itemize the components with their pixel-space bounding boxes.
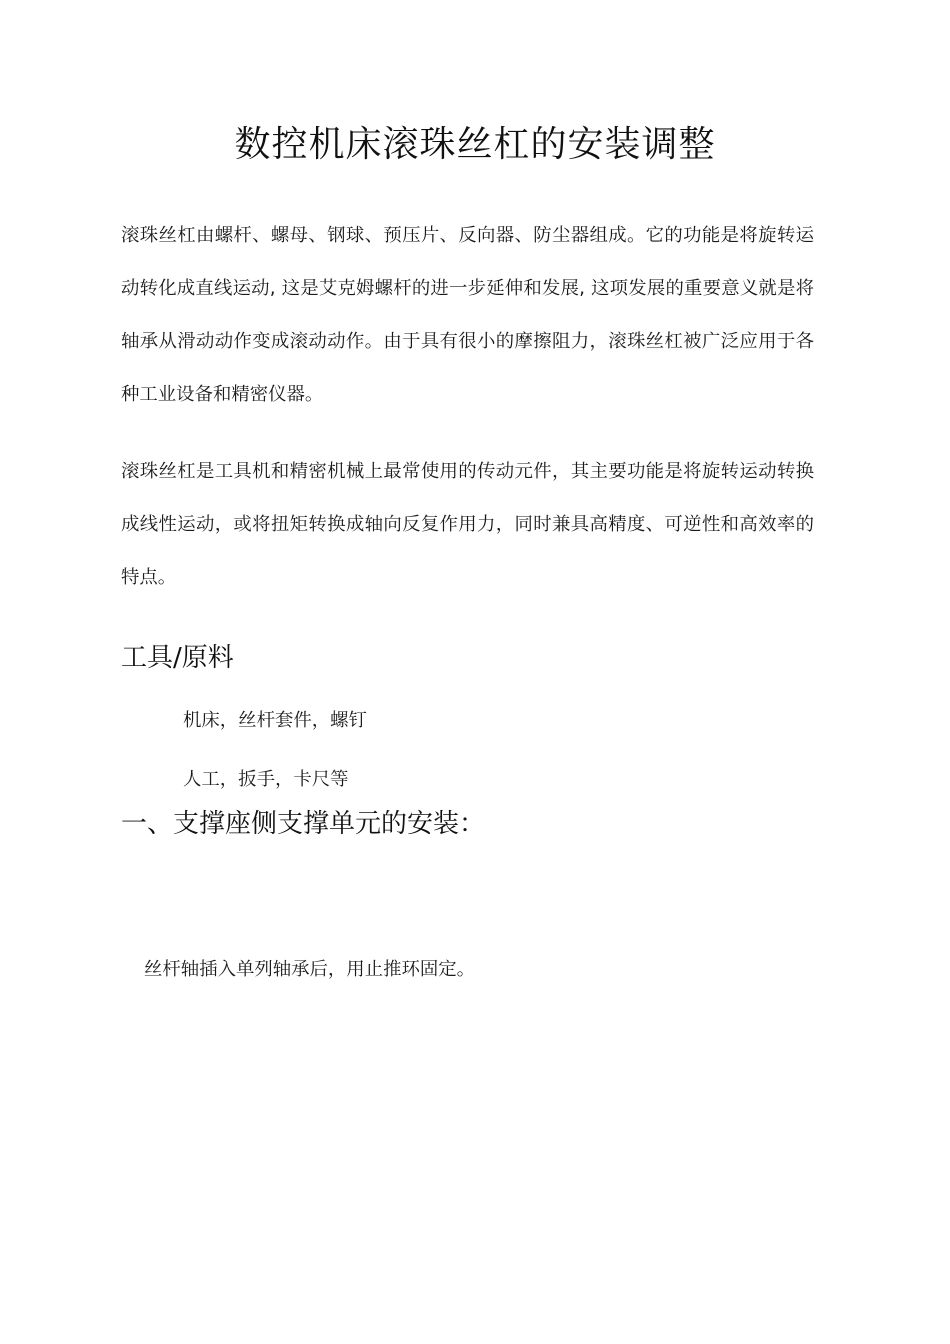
- tools-heading: 工具/原料: [121, 643, 234, 673]
- step-text: 丝杆轴插入单列轴承后，用止推环固定。: [144, 959, 476, 980]
- tools-list-item: 机床，丝杆套件，螺钉: [183, 710, 367, 731]
- intro-paragraph-1: 滚珠丝杠由螺杆、螺母、钢球、预压片、反向器、防尘器组成。它的功能是将旋转运动转化成直线运动, 这是艾克姆螺杆的进一步延伸和发展, 这项发展的重要意义就是将轴承从滑动动作变成滚动动作。由于具有很小的摩擦阻力，滚珠丝杠被广泛应用于各种工业设备和精密仪器。: [121, 225, 814, 405]
- document-title: 数控机床滚珠丝杠的安装调整: [234, 124, 716, 165]
- intro-paragraph-2: 滚珠丝杠是工具机和精密机械上最常使用的传动元件，其主要功能是将旋转运动转换成线性运动，或将扭矩转换成轴向反复作用力，同时兼具高精度、可逆性和高效率的特点。: [121, 461, 814, 588]
- section-heading: 一、支撑座侧支撑单元的安装：: [121, 809, 486, 839]
- tools-list-item: 人工，扳手，卡尺等: [183, 769, 349, 790]
